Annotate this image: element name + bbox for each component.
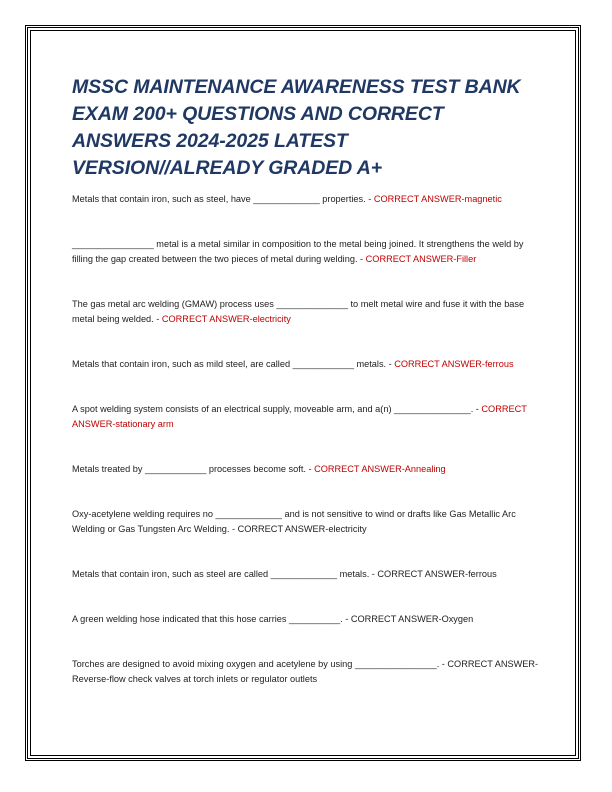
answer-text: CORRECT ANSWER-Oxygen — [350, 614, 474, 624]
qa-item — [72, 192, 540, 207]
answer-text: CORRECT ANSWER-stationary arm — [72, 404, 527, 429]
document-body — [72, 74, 540, 687]
answer-text: CORRECT ANSWER-Annealing — [314, 464, 446, 474]
qa-item — [72, 462, 540, 477]
question-text: The gas metal arc welding (GMAW) process uses ______________ to melt metal wire and fuse it with the base metal being welded. - — [72, 299, 525, 324]
qa-item — [72, 657, 540, 687]
answer-text: CORRECT ANSWER-magnetic — [373, 194, 502, 204]
answer-text: CORRECT ANSWER-Reverse-flow check valves at torch inlets or regulator outlets — [72, 659, 539, 684]
answer-text: CORRECT ANSWER-electricity — [161, 314, 291, 324]
qa-item — [72, 612, 540, 627]
question-text: Torches are designed to avoid mixing oxygen and acetylene by using ________________. - — [72, 659, 448, 669]
question-text: A green welding hose indicated that this hose carries __________. - — [72, 614, 351, 624]
answer-text: CORRECT ANSWER-ferrous — [394, 359, 514, 369]
answer-text: CORRECT ANSWER-Filler — [365, 254, 477, 264]
question-text: ________________ metal is a metal similar in composition to the metal being joined. It strengthens the weld by filling the gap created between the two pieces of metal during welding. - — [72, 239, 524, 264]
question-text: Metals that contain iron, such as steel, have _____________ properties. - — [72, 194, 374, 204]
question-text: Oxy-acetylene welding requires no _____________ and is not sensitive to wind or drafts like Gas Metallic Arc Welding or Gas Tungsten Arc Welding. - — [72, 509, 516, 534]
question-text: A spot welding system consists of an electrical supply, moveable arm, and a(n) _______________. - — [72, 404, 482, 414]
qa-item — [72, 237, 540, 267]
question-text: Metals that contain iron, such as steel are called _____________ metals. - — [72, 569, 378, 579]
qa-item — [72, 297, 540, 327]
question-text: Metals treated by ____________ processes become soft. - — [72, 464, 315, 474]
qa-item — [72, 507, 540, 537]
question-text: Metals that contain iron, such as mild steel, are called ____________ metals. - — [72, 359, 395, 369]
document-title: MSSC MAINTENANCE AWARENESS TEST BANK EXAM 200+ QUESTIONS AND CORRECT ANSWERS 2024-2025 LATEST VERSION//ALREADY GRADED A+ — [72, 76, 521, 179]
qa-item — [72, 402, 540, 432]
qa-item — [72, 357, 540, 372]
answer-text: CORRECT ANSWER-electricity — [237, 524, 367, 534]
answer-text: CORRECT ANSWER-ferrous — [377, 569, 497, 579]
qa-item — [72, 567, 540, 582]
